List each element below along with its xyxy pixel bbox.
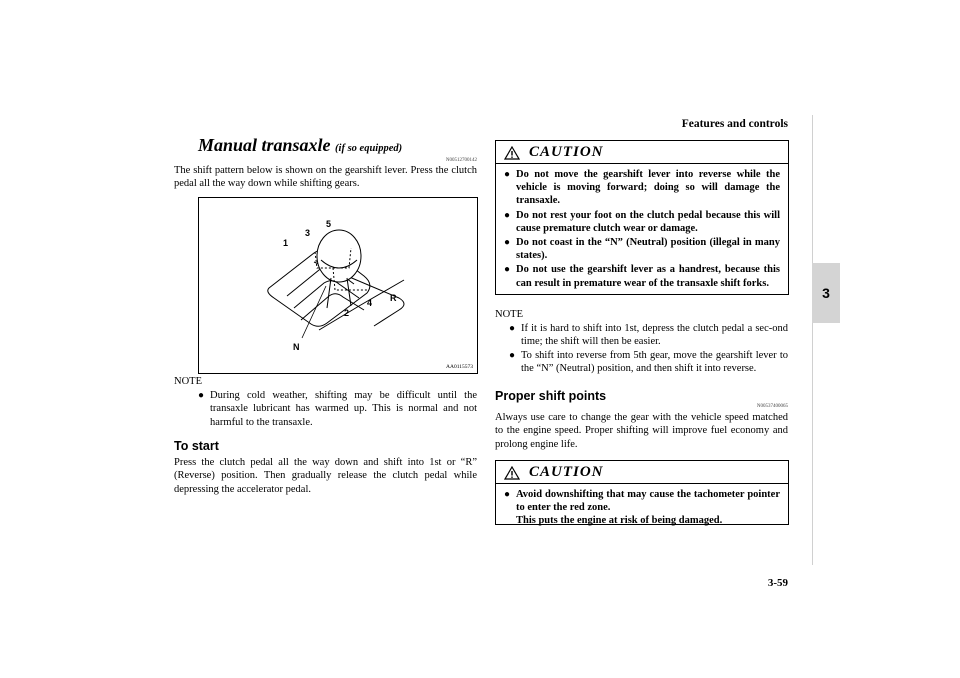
note-item: ● During cold weather, shifting may be difficult until the transaxle lubricant has warmed up. This is normal and not harmful to the transaxle. [198,390,477,428]
gear-label-1: 1 [283,238,289,248]
page-number: 3-59 [767,577,788,589]
gear-label-4: 4 [367,298,373,308]
gear-label-2: 2 [344,308,350,318]
bullet-icon: ● [509,349,516,361]
section-code: N00537400065 [756,404,788,409]
proper-shift-paragraph: Always use care to change the gear with the vehicle speed matched to the engine speed. Proper shifting will improve fuel economy and prolong engine life. [495,412,788,450]
caution-title: CAUTION [529,144,604,160]
caution-item: ● Do not use the gearshift lever as a handrest, because this can result in premature wear of the transaxle shift forks. [504,264,780,289]
gear-label-3: 3 [305,228,311,238]
gear-label-n: N [293,342,300,352]
subheading-proper-shift: Proper shift points [495,389,607,403]
caution-header [496,141,788,164]
note-item: ● To shift into reverse from 5th gear, move the gearshift lever to the “N” (Neutral) position, and then shift it into reverse. [509,349,788,375]
warning-triangle-icon [504,466,520,480]
caution-box-2 [495,460,789,525]
bullet-icon: ● [504,209,511,221]
bullet-icon: ● [504,237,511,249]
caution-item: ● Avoid downshifting that may cause the tachometer pointer to enter the red zone. This puts the engine at risk of being damaged. [504,489,780,527]
subheading-to-start: To start [174,439,219,453]
section-heading-text: Manual transaxle [198,135,331,155]
gear-label-r: R [390,293,397,303]
chapter-tab: 3 [812,263,840,323]
bullet-icon: ● [504,264,511,276]
warning-triangle-icon [504,146,520,160]
bullet-icon: ● [504,489,511,500]
caution-header [496,461,788,484]
section-code: N00512700142 [445,158,477,163]
bullet-icon: ● [504,169,511,180]
gear-label-5: 5 [326,219,332,229]
caution-title: CAUTION [529,464,604,480]
note-list [198,389,477,429]
caution-body [496,164,788,294]
bullet-icon: ● [198,390,205,401]
caution-body [496,484,788,532]
caution-item: ● Do not move the gearshift lever into reverse while the vehicle is moving forward; doing so will damage the transaxle. [504,169,780,207]
shift-pattern-figure [198,197,478,374]
section-heading-suffix: (if so equipped) [335,143,403,154]
margin-rule [812,115,813,565]
section-heading [198,135,402,156]
figure-id: AA0115573 [446,364,473,370]
to-start-paragraph: Press the clutch pedal all the way down and shift into 1st or “R” (Reverse) position. Then gradually release the clutch pedal while depressing the accelerator pedal. [174,457,477,495]
note-item: ● If it is hard to shift into 1st, depress the clutch pedal a sec-ond time; the shift will then be easier. [509,323,788,348]
intro-paragraph: The shift pattern below is shown on the gearshift lever. Press the clutch pedal all the way down while shifting gears. [174,165,477,190]
caution-item: ● Do not coast in the “N” (Neutral) position (illegal in many states). [504,237,780,262]
running-header: Features and controls [681,118,788,130]
caution-item: ● Do not rest your foot on the clutch pedal because this will cause premature clutch wear or damage. [504,209,780,234]
note-label: NOTE [495,309,523,320]
note-list [509,322,788,376]
bullet-icon: ● [509,323,516,334]
gearshift-illustration [199,198,477,373]
caution-box-1 [495,140,789,295]
note-label: NOTE [174,376,202,387]
